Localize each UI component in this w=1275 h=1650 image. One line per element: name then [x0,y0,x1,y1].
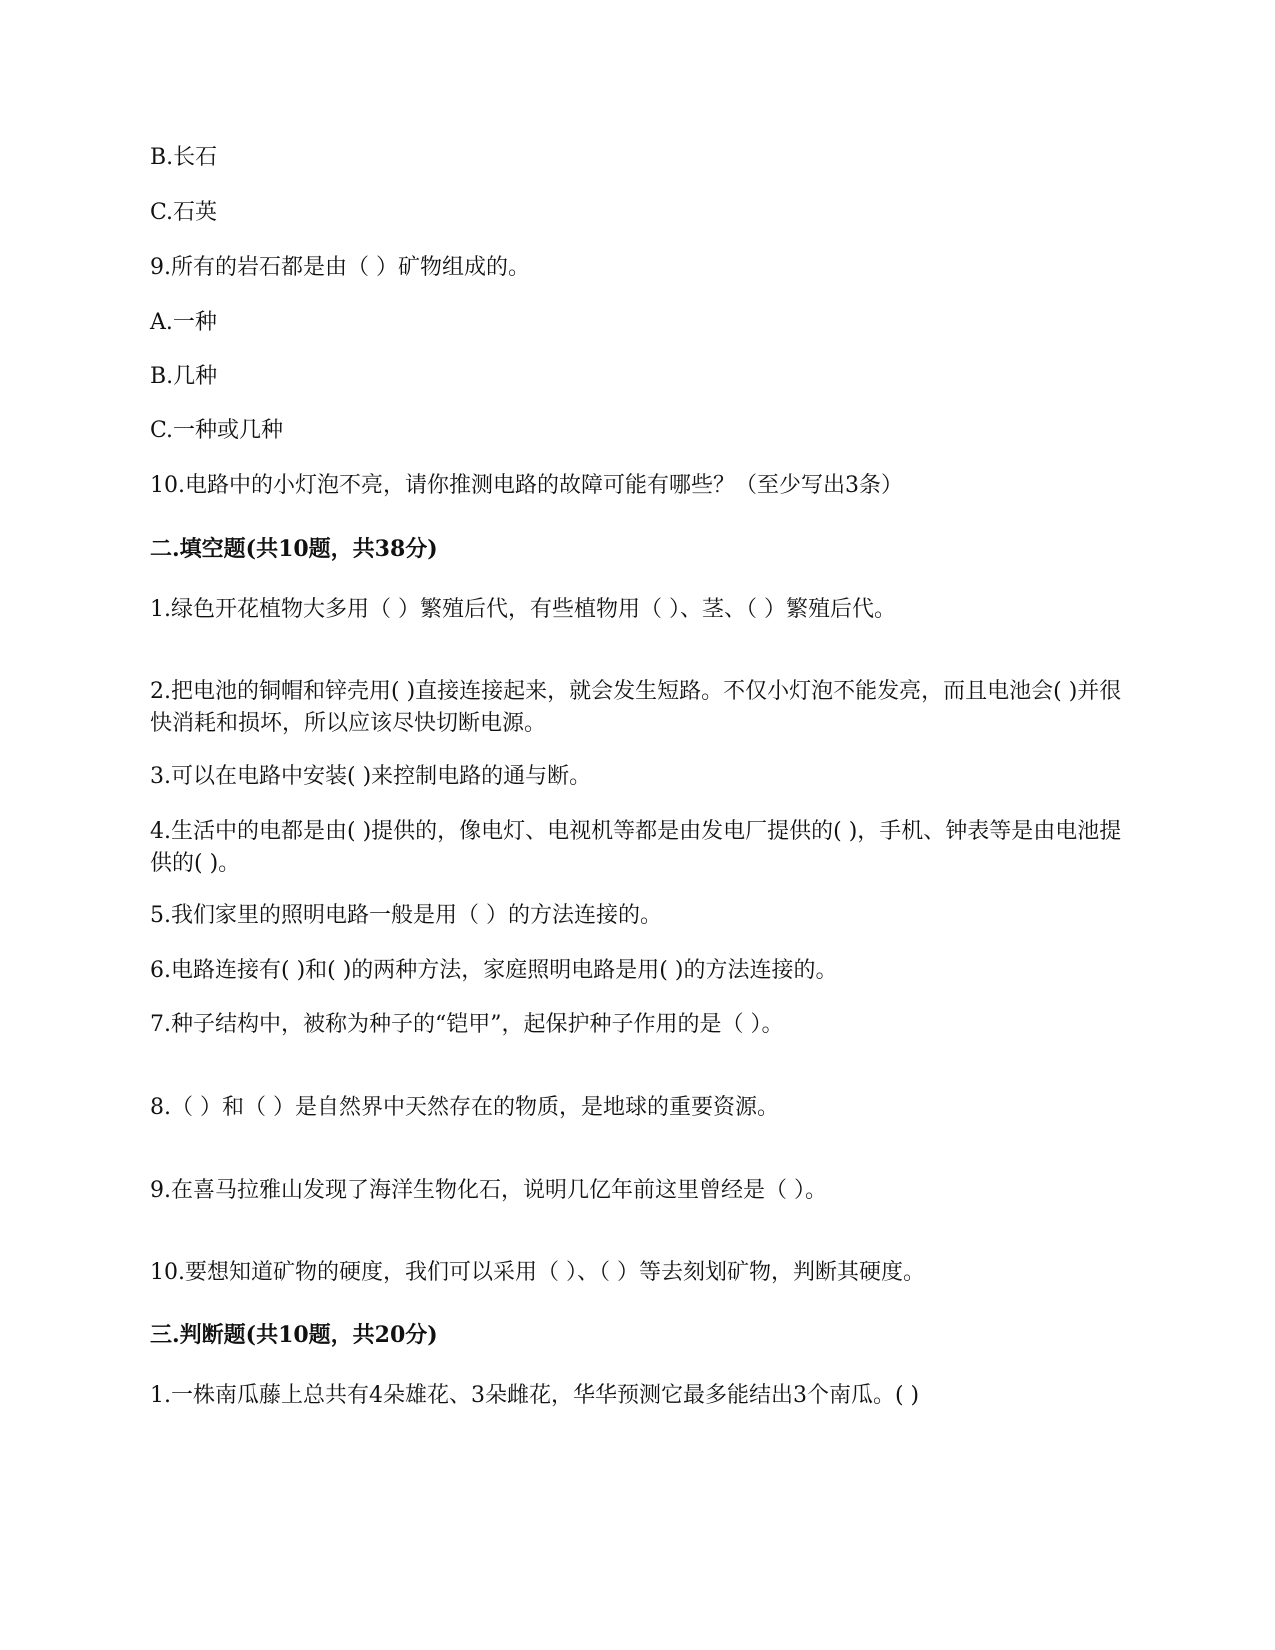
fill-question-5: 5.我们家里的照明电路一般是用（ ）的方法连接的。 [150,903,662,928]
question-9-rocks: 9.所有的岩石都是由（ ）矿物组成的。 [150,255,530,280]
option-c-one-or-several: C.一种或几种 [150,418,284,443]
option-c-quartz: C.石英 [150,200,218,225]
fill-question-3: 3.可以在电路中安装( )来控制电路的通与断。 [150,764,592,789]
option-b-feldspar: B.长石 [150,145,218,170]
fill-question-8: 8.（ ）和（ ）是自然界中天然存在的物质，是地球的重要资源。 [150,1095,779,1120]
fill-question-4: 4.生活中的电都是由( )提供的，像电灯、电视机等都是由发电厂提供的( )，手机、钟表等是由电池提供的( )。 [150,819,1122,876]
fill-question-6: 6.电路连接有( )和( )的两种方法，家庭照明电路是用( )的方法连接的。 [150,958,838,983]
question-10-circuit-fault: 10.电路中的小灯泡不亮，请你推测电路的故障可能有哪些？（至少写出3条） [150,473,903,498]
option-b-several-kinds: B.几种 [150,364,218,389]
fill-question-9: 9.在喜马拉雅山发现了海洋生物化石，说明几亿年前这里曾经是（ ）。 [150,1178,827,1203]
fill-question-10: 10.要想知道矿物的硬度，我们可以采用（ ）、（ ）等去刻划矿物，判断其硬度。 [150,1260,925,1285]
section-heading-fill-in: 二.填空题(共10题，共38分) [150,536,438,562]
judge-question-1: 1.一株南瓜藤上总共有4朵雄花、3朵雌花，华华预测它最多能结出3个南瓜。( ) [150,1383,920,1408]
option-a-one-kind: A.一种 [150,310,217,335]
section-heading-true-false: 三.判断题(共10题，共20分) [150,1322,438,1348]
fill-question-2: 2.把电池的铜帽和锌壳用( )直接连接起来，就会发生短路。不仅小灯泡不能发亮，而且电池会( )并很快消耗和损坏，所以应该尽快切断电源。 [150,679,1122,736]
fill-question-1: 1.绿色开花植物大多用（ ）繁殖后代，有些植物用（ ）、茎、（ ）繁殖后代。 [150,597,896,622]
fill-question-7: 7.种子结构中，被称为种子的“铠甲”，起保护种子作用的是（ ）。 [150,1012,784,1037]
